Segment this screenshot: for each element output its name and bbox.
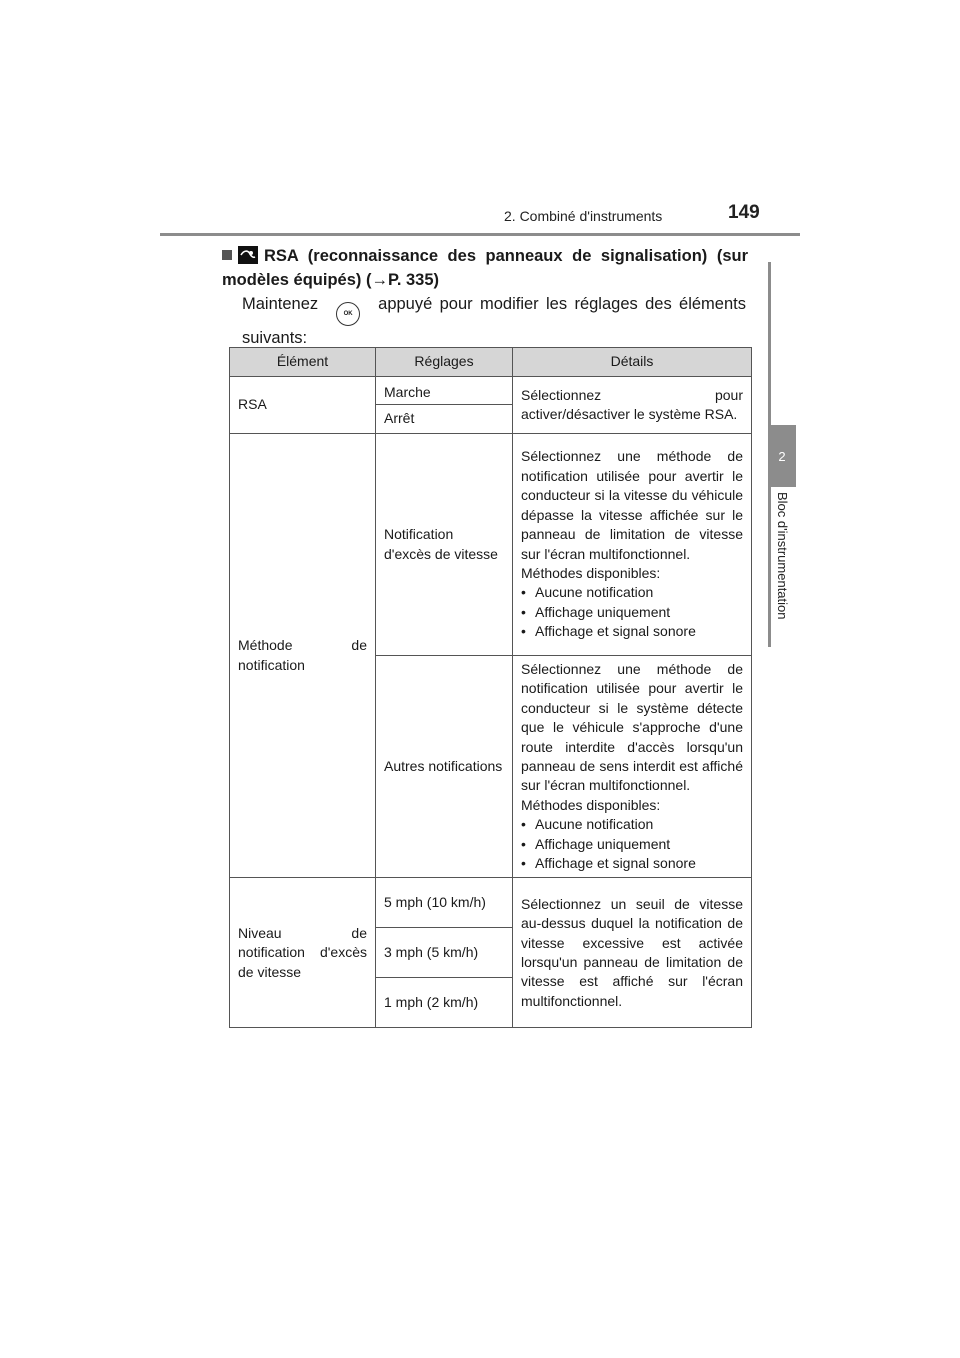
header-rule — [160, 233, 800, 236]
setting-cell: 5 mph (10 km/h) — [376, 878, 513, 928]
intro-text: MaintenezOKappuyé pour modifier les réglages des éléments suivants: — [242, 295, 746, 347]
table-row — [230, 377, 752, 405]
side-rule-bottom — [768, 487, 771, 647]
details-cell: Sélectionnez pour activer/désactiver le système RSA. — [513, 377, 752, 434]
setting-cell: Arrêt — [376, 405, 513, 434]
setting-cell: 1 mph (2 km/h) — [376, 978, 513, 1028]
chapter-tab: 2 — [768, 425, 796, 487]
setting-cell: Notification d'excès de vitesse — [376, 434, 513, 656]
details-text: Sélectionnez une méthode de notification utilisée pour avertir le conducteur si la vitesse du véhicule dépasse la vitesse affichée sur le panneau de limitation de vitesse sur l'écran multifonctionnel. — [521, 448, 743, 562]
element-cell: RSA — [230, 377, 376, 434]
details-cell — [513, 434, 752, 656]
list-item: • Aucune notification — [521, 815, 743, 834]
settings-table — [229, 347, 752, 1028]
details-text: Sélectionnez une méthode de notification utilisée pour avertir le conducteur si le système détecte que le véhicule s'approche d'une route interdite d'accès lorsqu'un panneau de sens interdit est affiché sur l'écran multifonctionnel. — [521, 661, 743, 794]
running-header: 2. Combiné d'instruments — [504, 208, 663, 224]
methods-label: Méthodes disponibles: — [521, 796, 661, 813]
column-header-details: Détails — [513, 348, 752, 377]
page-reference: P. 335) — [387, 271, 440, 289]
element-cell: Méthode de notification — [230, 434, 376, 878]
column-header-settings: Réglages — [376, 348, 513, 377]
list-item: • Affichage uniquement — [521, 835, 743, 854]
ok-button-icon: OK — [336, 302, 360, 326]
section-heading: RSA (reconnaissance des panneaux de signalisation) (sur modèles équipés) (→P. 335) — [222, 247, 748, 289]
list-item: • Affichage et signal sonore — [521, 854, 743, 873]
element-cell: Niveau de notification d'excès de vitesse — [230, 878, 376, 1028]
details-cell: Sélectionnez un seuil de vitesse au-dessus duquel la notification de vitesse excessive est activée lorsqu'un panneau de limitation de vitesse est affiché sur l'écran multifonctionnel. — [513, 878, 752, 1028]
side-rule-top — [768, 262, 771, 425]
details-cell — [513, 656, 752, 878]
methods-label: Méthodes disponibles: — [521, 564, 661, 581]
list-item: • Affichage et signal sonore — [521, 622, 743, 641]
list-item: • Affichage uniquement — [521, 603, 743, 622]
page-number: 149 — [728, 202, 760, 223]
setting-cell: Autres notifications — [376, 656, 513, 878]
column-header-element: Élément — [230, 348, 376, 377]
reference-arrow-icon: → — [371, 271, 388, 289]
heading-square-icon — [222, 250, 232, 260]
chapter-label: Bloc d'instrumentation — [775, 492, 790, 620]
setting-cell: Marche — [376, 377, 513, 405]
setting-cell: 3 mph (5 km/h) — [376, 928, 513, 978]
table-row — [230, 434, 752, 656]
table-header-row — [230, 348, 752, 377]
list-item: • Aucune notification — [521, 583, 743, 602]
table-row — [230, 878, 752, 928]
road-sign-icon — [238, 246, 258, 264]
